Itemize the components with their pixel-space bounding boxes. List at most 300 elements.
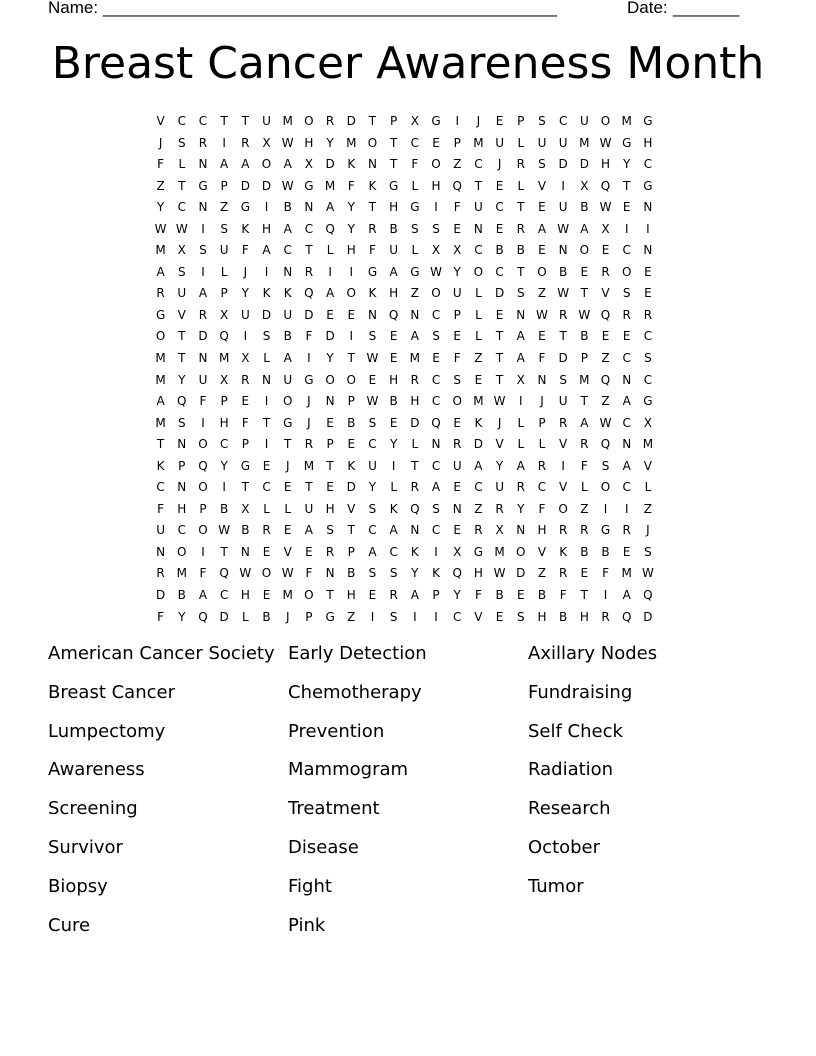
grid-letter: M xyxy=(155,372,166,387)
grid-letter: L xyxy=(242,609,249,624)
grid-letter: S xyxy=(262,329,271,344)
grid-letter: E xyxy=(347,307,356,322)
grid-letter: Y xyxy=(347,200,355,215)
grid-row xyxy=(150,348,670,370)
grid-letter: N xyxy=(622,372,632,387)
grid-letter: I xyxy=(349,264,354,279)
grid-letter: D xyxy=(261,178,272,193)
grid-letter: E xyxy=(432,351,440,366)
grid-letter: F xyxy=(602,566,609,581)
grid-letter: O xyxy=(325,372,335,387)
grid-letter: L xyxy=(326,243,334,258)
grid-letter: C xyxy=(474,480,483,495)
grid-letter: F xyxy=(538,501,546,516)
grid-letter: H xyxy=(219,415,229,430)
grid-letter: B xyxy=(580,200,589,215)
grid-letter: S xyxy=(177,135,186,150)
grid-letter: J xyxy=(285,609,290,624)
grid-letter: N xyxy=(516,523,526,538)
grid-letter: F xyxy=(453,351,461,366)
grid-letter: T xyxy=(517,264,525,279)
grid-letter: H xyxy=(177,501,187,516)
grid-letter: B xyxy=(580,544,589,559)
grid-letter: B xyxy=(283,200,292,215)
grid-letter: W xyxy=(366,394,379,409)
grid-letter: B xyxy=(601,544,610,559)
grid-letter: L xyxy=(263,351,270,366)
grid-letter: M xyxy=(346,135,357,150)
grid-letter: W xyxy=(641,566,654,581)
grid-letter: I xyxy=(434,200,438,215)
word-list-item: Radiation xyxy=(528,759,614,781)
grid-letter: I xyxy=(307,351,311,366)
grid-letter: W xyxy=(430,264,442,279)
grid-letter: S xyxy=(177,264,186,279)
grid-letter: V xyxy=(156,114,165,128)
grid-letter: N xyxy=(431,437,441,452)
grid-letter: R xyxy=(516,157,525,172)
grid-letter: A xyxy=(325,286,335,301)
grid-letter: E xyxy=(241,394,250,409)
grid-letter: U xyxy=(156,523,165,538)
grid-letter: Q xyxy=(600,178,611,193)
grid-letter: G xyxy=(622,135,632,150)
grid-letter: O xyxy=(304,588,314,603)
grid-letter: H xyxy=(325,501,335,516)
grid-letter: E xyxy=(453,480,462,495)
grid-letter: D xyxy=(558,157,568,172)
grid-letter: C xyxy=(431,523,441,538)
grid-letter: S xyxy=(389,609,398,624)
grid-letter: O xyxy=(177,544,187,559)
grid-letter: B xyxy=(516,243,525,258)
grid-letter: T xyxy=(178,178,186,193)
grid-letter: D xyxy=(643,609,653,624)
grid-letter: R xyxy=(558,415,568,430)
grid-letter: R xyxy=(156,286,165,301)
grid-letter: A xyxy=(220,157,229,172)
grid-letter: E xyxy=(622,329,631,344)
grid-letter: G xyxy=(410,264,420,279)
grid-letter: C xyxy=(389,544,398,559)
grid-letter: R xyxy=(516,480,525,495)
grid-letter: W xyxy=(281,135,294,150)
grid-letter: W xyxy=(493,566,506,581)
grid-letter: V xyxy=(495,437,504,452)
grid-letter: P xyxy=(178,458,186,473)
grid-letter: R xyxy=(516,221,525,236)
grid-letter: C xyxy=(177,114,186,128)
grid-letter: V xyxy=(177,307,186,322)
grid-letter: N xyxy=(537,372,547,387)
grid-letter: W xyxy=(599,415,612,430)
grid-letter: R xyxy=(601,264,610,279)
grid-letter: U xyxy=(495,135,504,150)
grid-letter: E xyxy=(538,243,546,258)
grid-letter: K xyxy=(241,221,250,236)
grid-letter: H xyxy=(473,566,483,581)
grid-letter: Q xyxy=(452,178,462,193)
grid-letter: O xyxy=(155,329,166,344)
grid-letter: M xyxy=(621,566,632,581)
grid-letter: S xyxy=(516,286,525,301)
header-line xyxy=(48,0,748,20)
grid-letter: A xyxy=(262,243,271,258)
grid-letter: D xyxy=(346,480,356,495)
grid-letter: F xyxy=(305,566,313,581)
grid-letter: R xyxy=(558,523,568,538)
grid-letter: T xyxy=(241,480,250,495)
grid-letter: C xyxy=(622,480,631,495)
grid-letter: G xyxy=(643,114,653,128)
grid-letter: E xyxy=(516,588,525,603)
grid-letter: C xyxy=(453,609,462,624)
grid-letter: T xyxy=(411,458,419,473)
grid-letter: M xyxy=(473,135,484,150)
grid-letter: C xyxy=(410,135,420,150)
grid-letter: T xyxy=(517,200,525,215)
grid-letter: M xyxy=(473,394,484,409)
grid-letter: D xyxy=(346,114,356,128)
grid-letter: R xyxy=(368,221,377,236)
grid-letter: N xyxy=(240,544,250,559)
grid-letter: S xyxy=(516,609,525,624)
grid-letter: A xyxy=(156,264,165,279)
word-list-item: Research xyxy=(528,798,611,820)
grid-letter: W xyxy=(175,221,188,236)
grid-letter: H xyxy=(601,157,611,172)
grid-letter: L xyxy=(517,415,525,430)
grid-letter: P xyxy=(517,114,525,128)
grid-letter: A xyxy=(283,351,292,366)
grid-letter: Z xyxy=(537,286,547,301)
grid-letter: E xyxy=(495,178,504,193)
grid-letter: B xyxy=(559,609,568,624)
grid-letter: K xyxy=(474,415,483,430)
grid-letter: O xyxy=(261,157,272,172)
grid-letter: O xyxy=(558,501,568,516)
grid-letter: R xyxy=(580,523,589,538)
grid-letter: F xyxy=(241,243,249,258)
grid-letter: A xyxy=(389,523,398,538)
grid-letter: J xyxy=(476,114,481,128)
grid-letter: S xyxy=(622,286,631,301)
grid-letter: O xyxy=(367,135,378,150)
grid-letter: B xyxy=(559,264,568,279)
grid-letter: S xyxy=(368,415,377,430)
grid-letter: Q xyxy=(198,458,208,473)
grid-letter: E xyxy=(538,329,546,344)
grid-letter: M xyxy=(155,243,166,258)
grid-letter: L xyxy=(517,437,525,452)
grid-letter: E xyxy=(389,329,398,344)
grid-letter: A xyxy=(368,544,377,559)
grid-letter: K xyxy=(347,458,356,473)
word-column-3 xyxy=(528,640,657,912)
grid-letter: M xyxy=(282,114,293,128)
grid-letter: Y xyxy=(220,458,228,473)
grid-letter: L xyxy=(178,157,186,172)
grid-letter: T xyxy=(559,329,567,344)
grid-letter: E xyxy=(326,307,334,322)
grid-letter: C xyxy=(177,523,186,538)
word-list-item: Tumor xyxy=(528,875,584,897)
grid-letter: A xyxy=(283,221,292,236)
grid-letter: D xyxy=(304,307,314,322)
grid-letter: J xyxy=(285,458,290,473)
grid-letter: I xyxy=(561,458,565,473)
date-blank[interactable]: _______ xyxy=(673,0,740,17)
word-list-item: Fundraising xyxy=(528,681,633,703)
grid-letter: B xyxy=(347,415,356,430)
grid-letter: O xyxy=(452,394,462,409)
grid-letter: N xyxy=(325,566,335,581)
grid-letter: T xyxy=(580,394,589,409)
grid-letter: M xyxy=(579,135,590,150)
grid-letter: D xyxy=(198,329,208,344)
grid-letter: X xyxy=(601,221,610,236)
grid-letter: F xyxy=(474,588,482,603)
grid-letter: B xyxy=(241,523,250,538)
grid-letter: H xyxy=(346,243,356,258)
grid-letter: O xyxy=(198,437,208,452)
grid-letter: Y xyxy=(411,566,419,581)
grid-letter: Q xyxy=(410,501,420,516)
grid-letter: T xyxy=(241,114,250,128)
grid-letter: Q xyxy=(621,609,632,624)
grid-letter: J xyxy=(540,394,544,409)
grid-letter: U xyxy=(558,200,568,215)
grid-letter: G xyxy=(389,178,399,193)
grid-letter: T xyxy=(262,415,271,430)
grid-letter: S xyxy=(432,501,440,516)
grid-letter: B xyxy=(495,243,504,258)
grid-letter: P xyxy=(580,351,588,366)
grid-letter: D xyxy=(261,307,272,322)
grid-row xyxy=(150,413,670,435)
grid-letter: S xyxy=(432,221,440,236)
grid-letter: R xyxy=(558,566,568,581)
grid-letter: V xyxy=(559,480,568,495)
grid-row xyxy=(150,370,670,392)
grid-letter: H xyxy=(537,609,547,624)
grid-letter: C xyxy=(368,523,377,538)
grid-letter: Y xyxy=(326,351,334,366)
grid-letter: X xyxy=(304,157,314,172)
grid-letter: K xyxy=(368,178,377,193)
grid-letter: F xyxy=(157,609,165,624)
grid-letter: I xyxy=(391,458,396,473)
grid-letter: W xyxy=(154,221,167,236)
grid-letter: C xyxy=(431,372,441,387)
grid-letter: M xyxy=(494,544,505,559)
grid-letter: J xyxy=(307,415,311,430)
grid-letter: Y xyxy=(389,437,398,452)
grid-letter: W xyxy=(578,307,591,322)
grid-letter: G xyxy=(304,178,314,193)
grid-letter: H xyxy=(431,178,441,193)
grid-letter: P xyxy=(390,114,398,128)
grid-letter: S xyxy=(601,458,610,473)
grid-letter: C xyxy=(368,437,377,452)
grid-row xyxy=(150,197,670,219)
grid-letter: W xyxy=(239,566,252,581)
grid-row xyxy=(150,520,670,542)
grid-letter: F xyxy=(157,157,165,172)
grid-letter: Y xyxy=(495,458,504,473)
grid-letter: N xyxy=(643,200,653,215)
grid-letter: N xyxy=(473,221,483,236)
grid-letter: E xyxy=(283,480,292,495)
grid-letter: A xyxy=(516,351,525,366)
grid-letter: E xyxy=(453,221,462,236)
grid-letter: A xyxy=(241,157,250,172)
grid-letter: C xyxy=(495,264,504,279)
grid-letter: K xyxy=(347,157,356,172)
grid-letter: W xyxy=(493,394,506,409)
grid-letter: C xyxy=(537,480,547,495)
grid-letter: X xyxy=(643,415,653,430)
page-title: Breast Cancer Awareness Month xyxy=(51,38,765,89)
grid-letter: C xyxy=(643,372,653,387)
grid-letter: D xyxy=(240,178,250,193)
grid-letter: I xyxy=(264,437,269,452)
grid-letter: E xyxy=(538,200,546,215)
grid-letter: K xyxy=(410,544,419,559)
grid-letter: I xyxy=(264,394,269,409)
grid-letter: O xyxy=(198,480,208,495)
grid-letter: G xyxy=(304,372,314,387)
grid-letter: N xyxy=(367,307,377,322)
grid-letter: D xyxy=(516,566,526,581)
grid-letter: P xyxy=(538,415,546,430)
grid-letter: B xyxy=(283,329,292,344)
grid-letter: A xyxy=(198,588,208,603)
word-list-item: Cure xyxy=(48,914,91,936)
word-list-item: Screening xyxy=(48,798,138,820)
grid-letter: W xyxy=(281,178,294,193)
grid-letter: A xyxy=(474,458,483,473)
grid-letter: I xyxy=(603,501,608,516)
grid-letter: E xyxy=(495,307,504,322)
grid-letter: U xyxy=(283,307,293,322)
grid-letter: T xyxy=(389,135,398,150)
grid-letter: L xyxy=(284,501,292,516)
grid-letter: M xyxy=(324,178,336,193)
grid-letter: A xyxy=(156,394,165,409)
grid-letter: C xyxy=(474,243,483,258)
grid-letter: L xyxy=(411,243,419,258)
grid-row xyxy=(150,305,670,327)
grid-letter: X xyxy=(262,135,271,150)
grid-letter: Z xyxy=(601,351,610,366)
grid-letter: C xyxy=(262,480,271,495)
grid-letter: E xyxy=(495,114,504,128)
grid-letter: U xyxy=(389,243,399,258)
grid-letter: M xyxy=(155,415,166,430)
grid-letter: N xyxy=(177,480,187,495)
grid-letter: F xyxy=(157,501,165,516)
grid-letter: I xyxy=(519,394,523,409)
grid-letter: E xyxy=(453,415,462,430)
grid-letter: C xyxy=(643,329,653,344)
grid-letter: A xyxy=(410,329,419,344)
grid-letter: I xyxy=(201,544,205,559)
grid-letter: S xyxy=(644,351,652,366)
grid-letter: O xyxy=(304,114,314,128)
grid-letter: R xyxy=(304,264,314,279)
grid-letter: Y xyxy=(156,200,165,215)
grid-letter: A xyxy=(283,157,292,172)
grid-letter: G xyxy=(367,264,378,279)
grid-letter: T xyxy=(580,286,589,301)
grid-letter: K xyxy=(262,286,271,301)
grid-letter: F xyxy=(347,178,355,193)
grid-letter: R xyxy=(389,588,398,603)
word-list-item: Fight xyxy=(288,875,332,897)
grid-letter: C xyxy=(643,157,653,172)
grid-letter: R xyxy=(241,372,250,387)
grid-letter: Z xyxy=(474,501,483,516)
grid-letter: E xyxy=(580,264,589,279)
grid-letter: G xyxy=(473,544,484,559)
grid-letter: U xyxy=(198,372,208,387)
grid-letter: U xyxy=(283,372,293,387)
grid-letter: U xyxy=(579,114,589,128)
grid-letter: Z xyxy=(474,351,483,366)
grid-letter: B xyxy=(220,501,229,516)
grid-letter: U xyxy=(537,135,547,150)
word-column-1 xyxy=(48,640,275,950)
grid-letter: E xyxy=(453,329,462,344)
grid-letter: T xyxy=(178,329,186,344)
grid-letter: Q xyxy=(431,415,441,430)
grid-row xyxy=(150,262,670,284)
grid-letter: X xyxy=(495,523,504,538)
grid-letter: A xyxy=(537,221,547,236)
grid-letter: S xyxy=(389,566,398,581)
grid-letter: U xyxy=(177,286,187,301)
grid-letter: I xyxy=(222,480,226,495)
grid-letter: E xyxy=(326,415,334,430)
grid-row xyxy=(150,111,670,133)
grid-letter: G xyxy=(643,178,653,193)
grid-letter: A xyxy=(410,588,419,603)
grid-letter: U xyxy=(240,307,250,322)
grid-letter: R xyxy=(622,523,631,538)
grid-letter: P xyxy=(241,437,249,452)
grid-letter: R xyxy=(325,544,335,559)
word-search-grid xyxy=(150,111,670,631)
grid-letter: V xyxy=(283,544,292,559)
grid-letter: N xyxy=(198,200,208,215)
name-blank[interactable]: ________________________________________________ xyxy=(103,0,557,17)
grid-letter: Z xyxy=(156,178,165,193)
grid-letter: T xyxy=(389,157,398,172)
grid-letter: H xyxy=(240,588,250,603)
grid-letter: E xyxy=(368,588,377,603)
grid-letter: Y xyxy=(517,501,525,516)
grid-letter: L xyxy=(475,329,482,344)
grid-letter: I xyxy=(222,135,226,150)
grid-letter: U xyxy=(368,458,377,473)
grid-letter: T xyxy=(495,351,504,366)
grid-letter: I xyxy=(201,221,205,236)
grid-letter: O xyxy=(431,157,441,172)
grid-letter: C xyxy=(622,415,631,430)
grid-letter: M xyxy=(303,458,315,473)
grid-letter: S xyxy=(559,372,567,387)
